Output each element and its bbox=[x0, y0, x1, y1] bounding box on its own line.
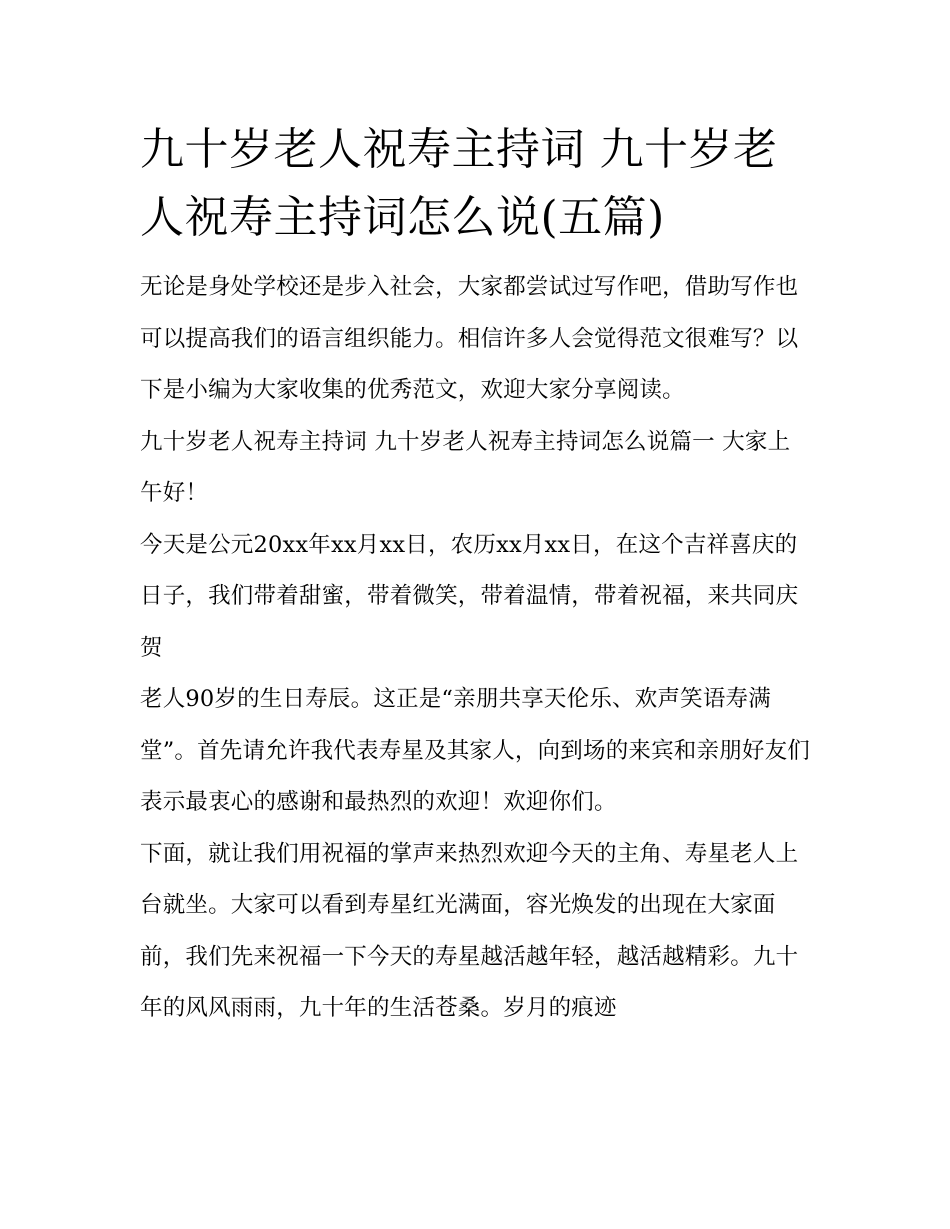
paragraph-applause: 下面，就让我们用祝福的掌声来热烈欢迎今天的主角、寿星老人上台就坐。大家可以看到寿星红光满面，容光焕发的出现在大家面前，我们先来祝福一下今天的寿星越活越年轻，越活越精彩。九十年的风风雨雨，九十年的生活苍桑。岁月的痕迹 bbox=[140, 840, 799, 1021]
paragraph-heading-greeting: 九十岁老人祝寿主持词 九十岁老人祝寿主持词怎么说篇一 大家上午好！ bbox=[140, 428, 791, 506]
paragraph-date: 今天是公元20xx年xx月xx日，农历xx月xx日，在这个吉祥喜庆的日子，我们带着甜蜜，带着微笑，带着温情，带着祝福，来共同庆贺 bbox=[140, 531, 799, 661]
document-title: 九十岁老人祝寿主持词 九十岁老人祝寿主持词怎么说(五篇) bbox=[140, 124, 778, 243]
paragraph-intro: 无论是身处学校还是步入社会，大家都尝试过写作吧，借助写作也可以提高我们的语言组织能力。相信许多人会觉得范文很难写？以下是小编为大家收集的优秀范文，欢迎大家分享阅读。 bbox=[140, 274, 799, 403]
document-page bbox=[140, 116, 812, 1035]
paragraph-welcome: 老人90岁的生日寿辰。这正是“亲朋共享天伦乐、欢声笑语寿满堂”。首先请允许我代表寿星及其家人，向到场的来宾和亲朋好友们表示最衷心的感谢和最热烈的欢迎！欢迎你们。 bbox=[140, 686, 811, 815]
